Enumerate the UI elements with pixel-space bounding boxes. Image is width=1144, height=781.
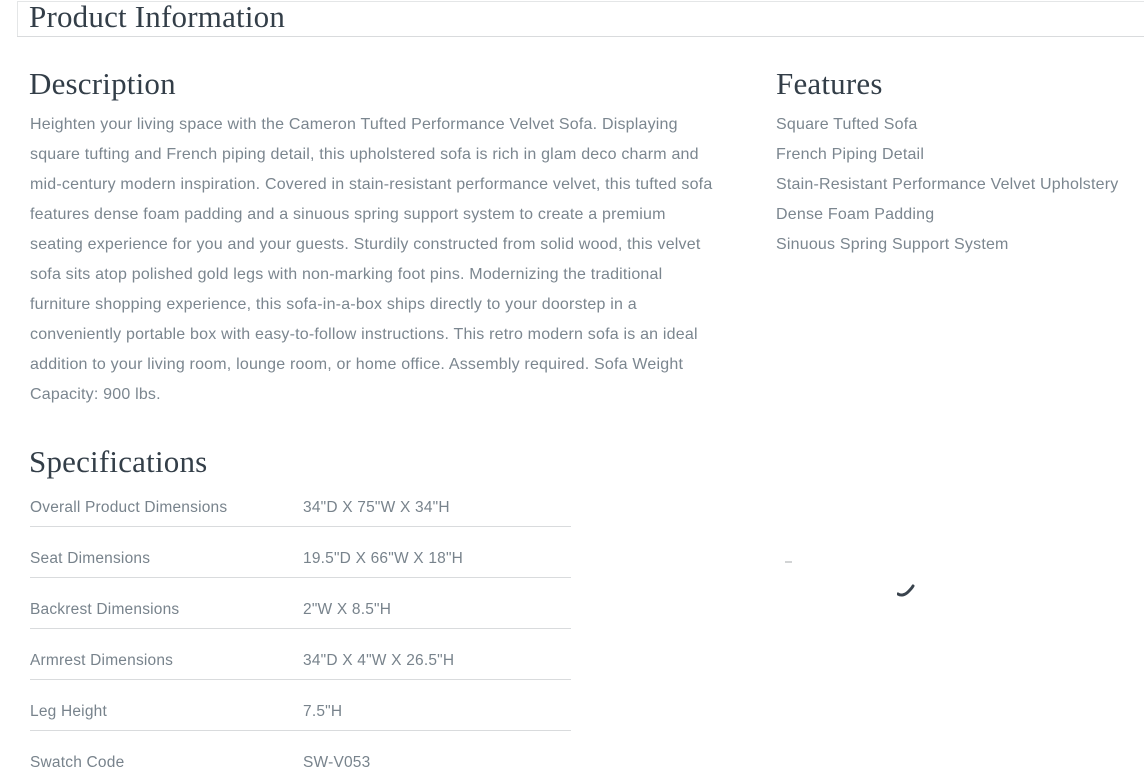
feature-item: Dense Foam Padding [776,206,935,223]
spec-row [30,490,571,527]
spec-value: 34"D X 75"W X 34"H [303,499,450,516]
header-left-border [17,1,18,36]
features-heading: Features [776,66,883,101]
features-list [776,110,1118,260]
spec-value: 7.5"H [303,703,343,720]
feature-item: Stain-Resistant Performance Velvet Upholstery [776,176,1119,193]
spec-label: Armrest Dimensions [30,652,174,669]
spec-label: Overall Product Dimensions [30,499,228,516]
feature-item: French Piping Detail [776,146,925,163]
specifications-table [30,490,571,781]
spec-label: Leg Height [30,703,107,720]
spec-label: Seat Dimensions [30,550,151,567]
spec-row [30,680,571,731]
description-heading: Description [29,66,176,101]
specifications-heading: Specifications [29,444,208,479]
spec-value: 2"W X 8.5"H [303,601,392,618]
spec-row [30,629,571,680]
spec-value: SW-V053 [303,754,371,771]
page-title: Product Information [29,0,286,34]
spec-row [30,731,571,781]
header-divider [17,36,1144,37]
spec-value: 19.5"D X 66"W X 18"H [303,550,464,567]
spec-label: Swatch Code [30,754,125,771]
render-artifact-swoosh [897,583,915,602]
spec-value: 34"D X 4"W X 26.5"H [303,652,455,669]
spec-row [30,578,571,629]
render-artifact-dash [785,561,792,563]
feature-item: Sinuous Spring Support System [776,236,1009,253]
description-text: Heighten your living space with the Cameron Tufted Performance Velvet Sofa. Displaying square tufting and French piping detail, this upholstered sofa is rich in glam deco charm and mid-century modern inspiration. Covered in stain-resistant performance velvet, this tufted sofa features dense foam padding and a sinuous spring support system to create a premium seating experience for you and your guests. Sturdily constructed from solid wood, this velvet sofa sits atop polished gold legs with non-marking foot pins. Modernizing the traditional furniture shopping experience, this sofa-in-a-box ships directly to your doorstep in a conveniently portable box with easy-to-follow instructions. This retro modern sofa is an ideal addition to your living room, lounge room, or home office. Assembly required. Sofa Weight Capacity: 900 lbs. [30,116,713,403]
feature-item: Square Tufted Sofa [776,116,918,133]
spec-row [30,527,571,578]
spec-label: Backrest Dimensions [30,601,180,618]
